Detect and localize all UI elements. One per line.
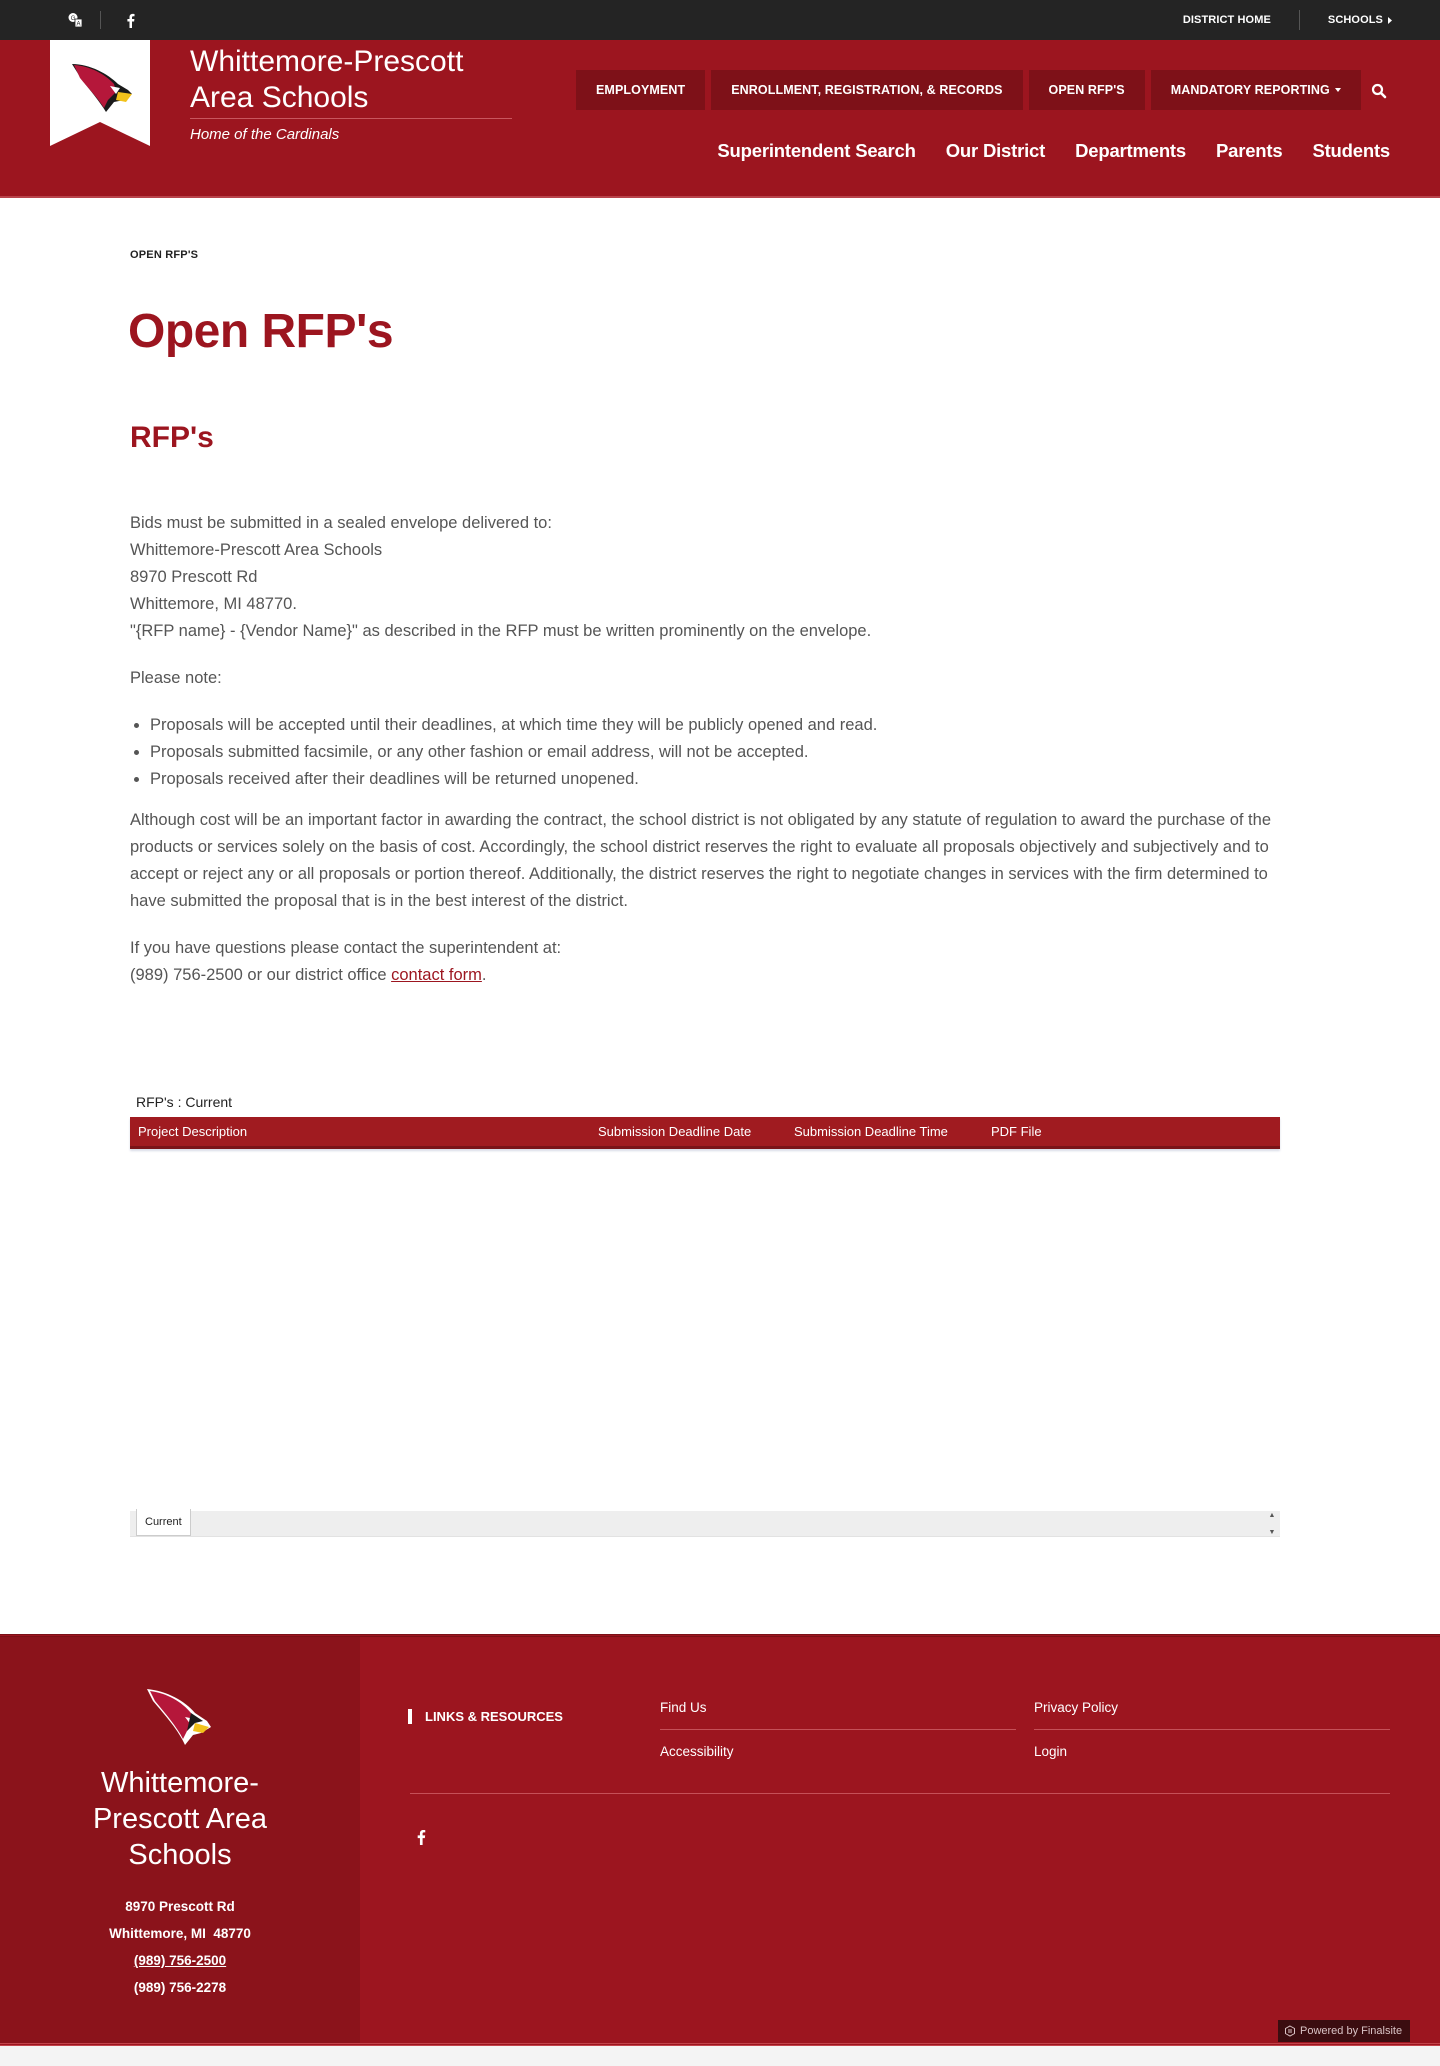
page-title: Open RFP's	[128, 305, 394, 358]
footer-link-login[interactable]: Login	[1034, 1744, 1068, 1759]
finalsite-logo-icon	[1284, 2025, 1296, 2037]
search-icon	[1368, 80, 1390, 102]
please-note: Please note:	[130, 669, 222, 687]
address-block	[130, 510, 1300, 645]
address-line: Bids must be submitted in a sealed envelope delivered to:	[130, 514, 552, 532]
column-submission-deadline-time[interactable]: Submission Deadline Time	[794, 1124, 948, 1139]
sheet-tab-strip	[130, 1511, 1280, 1537]
column-submission-deadline-date[interactable]: Submission Deadline Date	[598, 1124, 752, 1139]
column-project-description[interactable]: Project Description	[138, 1124, 248, 1139]
links-heading	[408, 1709, 563, 1724]
contact-line: If you have questions please contact the superintendent at:	[130, 939, 562, 957]
footer-link-privacy-policy[interactable]: Privacy Policy	[1034, 1691, 1390, 1730]
tab-scroll[interactable]	[1268, 1512, 1276, 1536]
scroll-up-icon[interactable]: ▲	[1268, 1512, 1276, 1519]
footer-address-line2: Whittemore, MI 48770	[109, 1926, 251, 1941]
district-home-link[interactable]: DISTRICT HOME	[1182, 14, 1271, 26]
open-rfps-button[interactable]: OPEN RFP'S	[1029, 70, 1145, 110]
svg-text:G: G	[70, 16, 76, 22]
contact-form-link[interactable]: contact form	[391, 966, 482, 984]
mandatory-reporting-button[interactable]	[1151, 70, 1361, 110]
main-nav	[717, 140, 1390, 162]
address-line: "{RFP name} - {Vendor Name}" as described in the RFP must be written prominently on the envelope.	[130, 622, 872, 640]
column-pdf-file[interactable]: PDF File	[991, 1124, 1042, 1139]
facebook-icon[interactable]	[121, 11, 139, 29]
address-line: 8970 Prescott Rd	[130, 568, 258, 586]
nav-superintendent-search[interactable]: Superintendent Search	[717, 140, 916, 161]
footer-phone-link[interactable]: (989) 756-2500	[133, 1953, 227, 1968]
footer-facebook-link[interactable]	[416, 1829, 430, 1849]
bottom-strip	[0, 2046, 1440, 2066]
cost-paragraph: Although cost will be an important factor in awarding the contract, the school district is not obligated by any statute of regulation to award the purchase of the products or services solely on the basis of cost. Accordingly, the school district reserves the right to evaluate all proposals objectively and subjectively and to accept or reject any or all proposals or portion thereof. Additionally, the district reserves the right to negotiate changes in services with the firm determined to have submitted the proposal that is in the best interest of the district.	[130, 811, 1271, 910]
rfp-instructions	[130, 510, 1300, 1009]
footer-school-name: Whittemore-Prescott Area Schools	[92, 1767, 268, 1871]
top-utility-bar	[0, 0, 1440, 40]
nav-parents[interactable]: Parents	[1215, 140, 1283, 161]
site-header	[0, 40, 1440, 198]
section-title: RFP's	[130, 421, 214, 454]
address-line: Whittemore-Prescott Area Schools	[130, 541, 383, 559]
contact-line: (989) 756-2500 or our district office	[130, 966, 392, 984]
heading-bar	[408, 1709, 412, 1724]
footer-address	[0, 1893, 360, 2001]
breadcrumb: OPEN RFP'S	[130, 249, 199, 261]
site-title-line1: Whittemore-Prescott	[190, 45, 464, 78]
caret-right-icon	[1388, 17, 1392, 24]
footer-links	[660, 1691, 1390, 1769]
rfp-table-header	[130, 1117, 1280, 1149]
svg-text:A: A	[76, 21, 81, 28]
list-item: • Proposals received after their deadlines will be returned unopened.	[150, 766, 1300, 793]
footer-address-line1: 8970 Prescott Rd	[125, 1899, 235, 1914]
schools-label: SCHOOLS	[1327, 14, 1383, 26]
cardinal-logo-icon	[50, 40, 150, 146]
list-item: • Proposals will be accepted until their deadlines, at which time they will be publicly opened and read.	[150, 712, 1300, 739]
nav-our-district[interactable]: Our District	[945, 140, 1046, 161]
employment-button[interactable]: EMPLOYMENT	[576, 70, 705, 110]
divider	[410, 1793, 1390, 1794]
nav-students[interactable]: Students	[1312, 140, 1390, 161]
rfp-table-label: RFP's : Current	[136, 1094, 233, 1110]
powered-by-finalsite-badge[interactable]	[1278, 2020, 1410, 2042]
footer-link-accessibility[interactable]: Accessibility	[660, 1744, 734, 1759]
schools-menu[interactable]	[1328, 14, 1392, 26]
logo-banner[interactable]	[50, 40, 150, 146]
site-title-line2: Area Schools	[190, 81, 369, 114]
facebook-icon	[416, 1829, 426, 1845]
cardinal-logo-icon	[145, 1685, 215, 1747]
tab-current[interactable]: Current	[136, 1509, 191, 1536]
nav-departments[interactable]: Departments	[1075, 140, 1186, 161]
punctuation: .	[481, 966, 487, 984]
caret-down-icon	[1335, 88, 1341, 92]
search-button[interactable]	[1368, 80, 1390, 102]
site-title[interactable]	[190, 44, 512, 119]
notes-list	[150, 712, 1300, 793]
utility-nav	[576, 70, 1361, 110]
footer-contact-panel	[0, 1637, 360, 2043]
tagline: Home of the Cardinals	[190, 126, 340, 143]
site-footer	[0, 1634, 1440, 2046]
powered-by-label: Powered by Finalsite	[1300, 2025, 1403, 2037]
address-line: Whittemore, MI 48770.	[130, 595, 297, 613]
links-heading-label: LINKS & RESOURCES	[425, 1709, 563, 1724]
contact-paragraph	[130, 935, 1300, 989]
scroll-down-icon[interactable]: ▼	[1268, 1529, 1276, 1536]
mandatory-reporting-label: MANDATORY REPORTING	[1170, 83, 1330, 97]
translate-icon[interactable]	[66, 11, 84, 29]
divider	[100, 11, 101, 29]
list-item: • Proposals submitted facsimile, or any other fashion or email address, will not be accepted.	[150, 739, 1300, 766]
footer-fax: (989) 756-2278	[133, 1980, 227, 1995]
divider	[1299, 10, 1300, 30]
enrollment-button[interactable]: ENROLLMENT, REGISTRATION, & RECORDS	[711, 70, 1022, 110]
footer-link-find-us[interactable]: Find Us	[660, 1691, 1016, 1730]
